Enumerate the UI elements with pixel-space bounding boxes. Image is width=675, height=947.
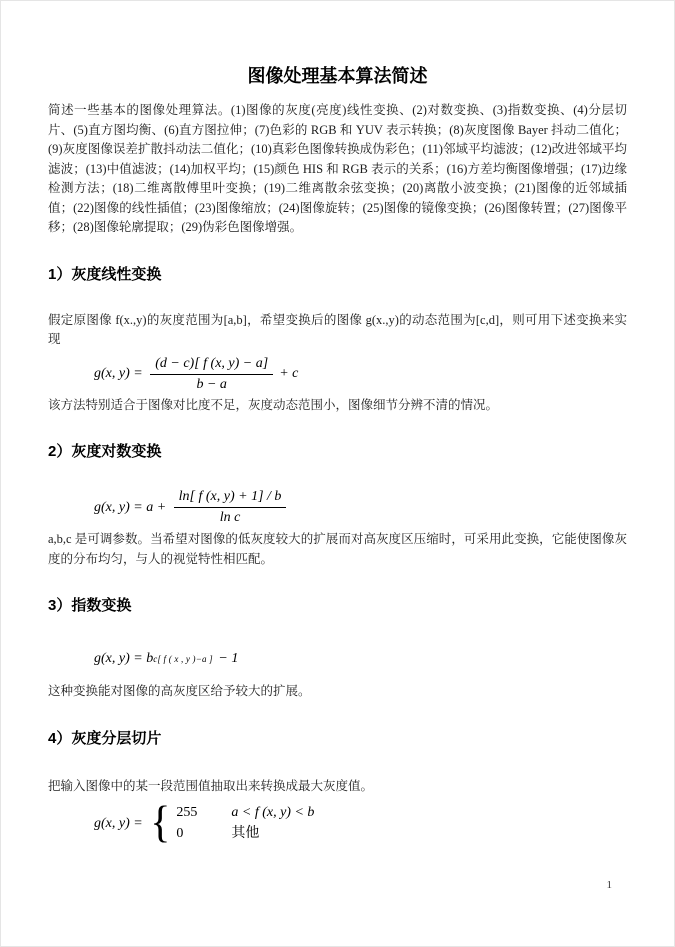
cases-grid xyxy=(176,804,314,843)
formula-lhs: g(x, y) = xyxy=(94,815,147,831)
case-2-condition: 其他 xyxy=(231,826,260,841)
section-2-formula xyxy=(94,488,627,527)
formula-lhs: g(x, y) = a + xyxy=(94,499,170,515)
fraction-denominator: ln c xyxy=(219,510,241,525)
section-1-formula xyxy=(94,355,627,394)
case-1-condition: a < f (x, y) < b xyxy=(231,805,315,820)
page-number: 1 xyxy=(606,879,612,891)
fraction xyxy=(150,355,273,394)
fraction-numerator: ln[ f (x, y) + 1] / b xyxy=(174,488,287,508)
section-1 xyxy=(48,265,627,416)
section-1-heading: 1）灰度线性变换 xyxy=(48,265,162,283)
section-4-formula xyxy=(94,798,627,847)
section-3-formula xyxy=(94,650,627,668)
section-4-body: 把输入图像中的某一段范围值抽取出来转换成最大灰度值。 xyxy=(48,778,374,793)
section-2-heading: 2）灰度对数变换 xyxy=(48,443,162,460)
section-3-heading: 3）指数变换 xyxy=(48,597,132,614)
fraction-denominator: b − a xyxy=(196,376,227,392)
formula-lhs: g(x, y) = xyxy=(94,366,147,381)
intro-paragraph: 简述一些基本的图像处理算法。(1)图像的灰度(亮度)线性变换、(2)对数变换、(3)指数变换、(4)分层切片、(5)直方图均衡、(6)直方图拉伸；(7)色彩的 RGB 和 YUV 表示转换；(8)灰度图像 Bayer 抖动二值化；(9)灰度图像误差扩散抖动法二值化；(10)真彩色图像转换成伪彩色；(11)邻域平均滤波；(12)改进邻域平均滤波；(13)中值滤波；(14)加权平均；(15)颜色 HIS 和 RGB 表示的关系；(16)方差均衡图像增强；(17)边缘检测方法；(18)二维离散傅里叶变换；(19)二维离散余弦变换；(20)离散小波变换；(21)图像的近邻域插值；(22)图像的线性插值；(23)图像缩放；(24)图像旋转；(25)图像的镜像变换；(26)图像转置；(27)图像平移；(28)图像轮廓提取；(29)伪彩色图像增强。 xyxy=(48,103,627,234)
section-1-note: 该方法特别适合于图像对比度不足，灰度动态范围小，图像细节分辨不清的情况。 xyxy=(48,397,499,412)
section-2 xyxy=(48,442,627,569)
formula-exponent: c[ f ( x , y )−a ] xyxy=(153,654,213,664)
page-title: 图像处理基本算法简述 xyxy=(247,66,428,86)
section-2-body: a,b,c 是可调参数。当希望对图像的低灰度较大的扩展而对高灰度区压缩时，可采用此变换，它能使图像灰度的分布均匀，与人的视觉特性相匹配。 xyxy=(48,532,627,566)
formula-lhs: g(x, y) = b xyxy=(94,651,154,666)
case-1-value: 255 xyxy=(176,805,198,820)
piecewise-cases xyxy=(150,798,315,847)
formula-tail: − 1 xyxy=(214,651,239,666)
page-content xyxy=(1,61,674,847)
section-4 xyxy=(48,729,627,847)
fraction-numerator: (d − c)[ f (x, y) − a] xyxy=(150,355,273,375)
left-brace: { xyxy=(150,798,171,847)
section-4-heading: 4）灰度分层切片 xyxy=(48,729,162,747)
section-1-body: 假定原图像 f(x.,y)的灰度范围为[a,b]，希望变换后的图像 g(x.,y)的动态范围为[c,d]，则可用下述变换来实现 xyxy=(48,312,627,346)
formula-tail: + c xyxy=(279,366,299,381)
section-3 xyxy=(48,596,627,702)
fraction xyxy=(174,488,287,527)
section-3-body: 这种变换能对图像的高灰度区给予较大的扩展。 xyxy=(48,684,311,698)
case-2-value: 0 xyxy=(176,826,184,841)
